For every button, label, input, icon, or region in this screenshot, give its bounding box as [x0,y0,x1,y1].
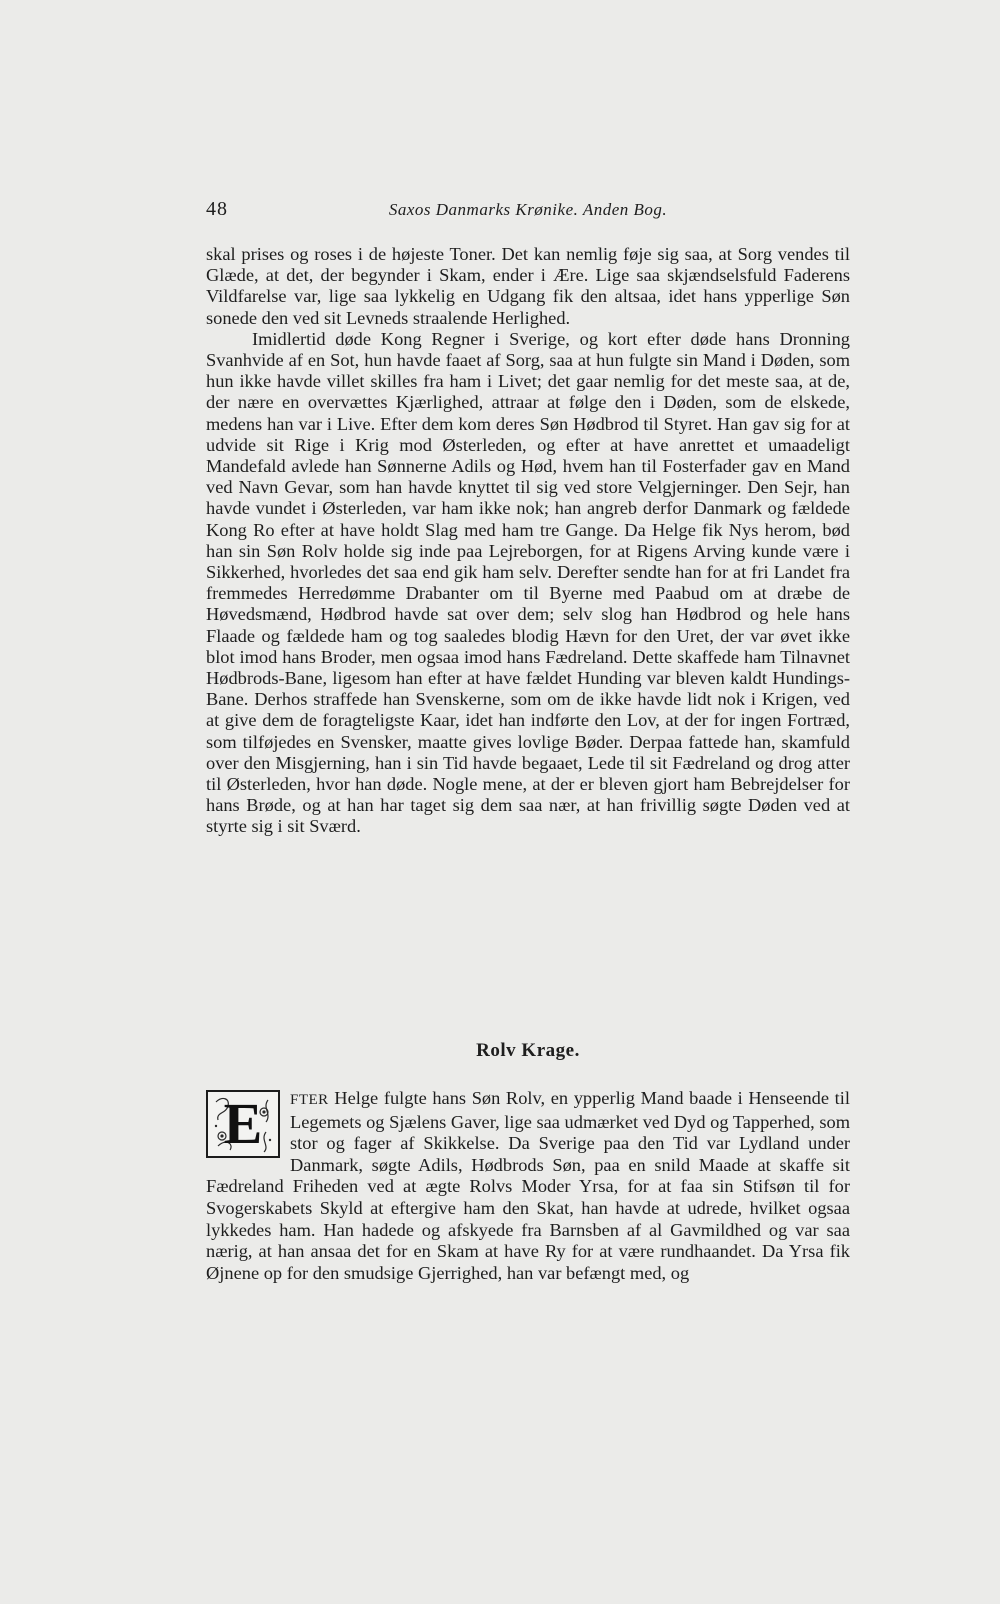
page-number: 48 [206,198,228,220]
section-heading: Rolv Krage. [476,1040,580,1061]
first-word-rest: FTER [290,1092,329,1108]
paragraph-hodbrod: Imidlertid døde Kong Regner i Sverige, og kort efter døde hans Dronning Svanhvide af en Sot, hun havde faaet af Sorg, saa at hun fulgte sin Mand i Døden, som hun ikke havde villet skilles fra ham i Livet; det gaar nemlig for det meste saa, at de, der nære en overvættes Kjærlighed, attraar at følge den i Døden, som de elskede, medens han var i Live. Efter dem kom deres Søn Hødbrod til Styret. Han gav sig for at udvide sit Rige i Krig mod Østerleden, og efter at have anrettet et umaadeligt Mandefald avlede han Sønnerne Adils og Hød, hvem han til Fosterfader gav en Mand ved Navn Gevar, som han havde knyttet til sig ved store Velgjerninger. Den Sejr, han havde vundet i Østerleden, var ham ikke nok; han angreb derfor Danmark og fældede Kong Ro efter at have holdt Slag med ham tre Gange. Da Helge fik Nys herom, bød han sin Søn Rolv holde sig inde paa Lejreborgen, for at Rigens Arving kunde være i Sikkerhed, hvorledes det saa end gik ham selv. Derefter sendte han for at fri Landet fra fremmedes Herredømme Drabanter om til Byerne med Paabud om at dræbe de Høvedsmænd, Hødbrod havde sat over dem; selv slog han Hødbrod og hele hans Flaade og fældede ham og tog saaledes blodig Hævn for den Uret, der var øvet ikke blot imod hans Broder, men ogsaa imod hans Fædreland. Dette skaffede ham Tilnavnet Hødbrods-Bane, ligesom han efter at have fældet Hunding var bleven kaldt Hundings-Bane. Derhos straffede han Svenskerne, som om de ikke havde lidt nok i Krigen, ved at give dem de foragteligste Kaar, idet han indførte den Lov, at der for ingen Fortræd, som tilføjedes en Svensker, maatte gives lovlige Bøder. Derpaa fattede han, skamfuld over den Misgjerning, han i sin Tid havde begaaet, Lede til sit Fædreland og drog atter til Østerleden, hvor han døde. Nogle mene, at der er bleven gjort ham Bebrejdelser for hans Brøde, og at han har taget sig dem saa nær, at han frivillig søgte Døden ved at styrte sig i sit Sværd. [206,328,850,837]
page-header [206,198,850,228]
body-text [206,244,850,838]
ornamental-initial [206,1090,280,1158]
paragraph-continuation: skal prises og roses i de højeste Toner. Det kan nemlig føje sig saa, at Sorg vendes til Glæde, at det, der begynder i Skam, ender i Ære. Lige saa skjændselsfuld Faderens Vildfarelse var, lige saa lykkelig en Udgang fik den altsaa, idet hans ypperlige Søn sonede den ved sit Levneds straalende Herlighed. [206,244,850,328]
initial-letter: E [223,1091,263,1156]
running-title: Saxos Danmarks Krønike. Anden Bog. [388,200,668,219]
paragraph-rolv-text: Helge fulgte hans Søn Rolv, en ypperlig Mand baade i Henseende til Legemets og Sjælens Gaver, lige saa udmærket ved Dyd og Tapperhed, som stor og fager af Skikkelse. Da Sverige paa den Tid var Lydland under Danmark, søgte Adils, Hødbrods Søn, paa en snild Maade at skaffe sit Fædreland Friheden ved at ægte Rolvs Moder Yrsa, for at faa sin Stifsøn til for Svogerskabets Skyld at eftergive ham den Skat, han havde at udrede, hvilket ogsaa lykkedes ham. Han hadede og afskyede fra Barnsben af al Gavmildhed og var saa nærig, at han ansaa det for en Skam at have Ry for at være rundhaandet. Da Yrsa fik Øjnene op for den smudsige Gjerrighed, han var befængt med, og [206,1088,850,1283]
section-rolv-krage [206,1088,850,1284]
paragraph-rolv [206,1088,850,1284]
